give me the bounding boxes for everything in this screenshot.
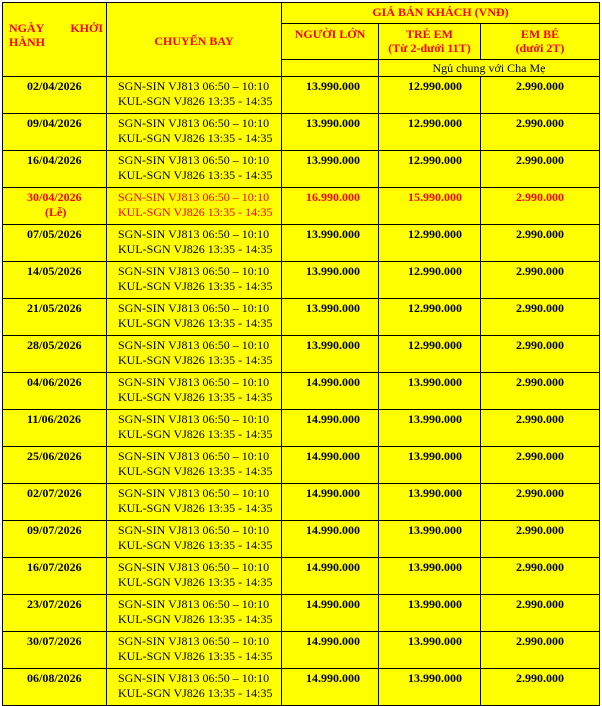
child-price: 13.990.000 (379, 484, 481, 521)
departure-date: 14/05/2026 (27, 264, 82, 278)
outbound-flight: SGN-SIN VJ813 06:50 – 10:10 (118, 338, 270, 352)
departure-date-header: NGÀY KHỞI HÀNH (3, 3, 107, 77)
adult-price: 13.990.000 (282, 151, 379, 188)
table-row (3, 188, 600, 225)
flight-cell (107, 262, 282, 299)
baby-price: 2.990.000 (481, 447, 600, 484)
departure-date-cell (3, 373, 107, 410)
flight-cell (107, 299, 282, 336)
child-price: 12.990.000 (379, 336, 481, 373)
flight-cell (107, 447, 282, 484)
baby-price: 2.990.000 (481, 558, 600, 595)
baby-price: 2.990.000 (481, 262, 600, 299)
child-price: 12.990.000 (379, 77, 481, 114)
adult-price: 13.990.000 (282, 114, 379, 151)
return-flight: KUL-SGN VJ826 13:35 - 14:35 (118, 353, 273, 367)
outbound-flight: SGN-SIN VJ813 06:50 – 10:10 (118, 597, 270, 611)
return-flight: KUL-SGN VJ826 13:35 - 14:35 (118, 501, 273, 515)
baby-header-title: EM BÉ (520, 27, 560, 41)
adult-price: 14.990.000 (282, 558, 379, 595)
departure-date: 16/07/2026 (27, 560, 82, 574)
flight-header: CHUYẾN BAY (107, 3, 282, 77)
adult-price: 13.990.000 (282, 299, 379, 336)
baby-price: 2.990.000 (481, 336, 600, 373)
flight-cell (107, 484, 282, 521)
baby-price: 2.990.000 (481, 595, 600, 632)
departure-date-cell (3, 484, 107, 521)
baby-price: 2.990.000 (481, 632, 600, 669)
outbound-flight: SGN-SIN VJ813 06:50 – 10:10 (118, 79, 270, 93)
table-row (3, 632, 600, 669)
departure-date: 11/06/2026 (27, 412, 82, 426)
flight-cell (107, 669, 282, 706)
outbound-flight: SGN-SIN VJ813 06:50 – 10:10 (118, 227, 270, 241)
flight-cell (107, 595, 282, 632)
return-flight: KUL-SGN VJ826 13:35 - 14:35 (118, 612, 273, 626)
return-flight: KUL-SGN VJ826 13:35 - 14:35 (118, 94, 273, 108)
return-flight: KUL-SGN VJ826 13:35 - 14:35 (118, 427, 273, 441)
departure-date-cell (3, 558, 107, 595)
outbound-flight: SGN-SIN VJ813 06:50 – 10:10 (118, 560, 270, 574)
return-flight: KUL-SGN VJ826 13:35 - 14:35 (118, 390, 273, 404)
table-row (3, 558, 600, 595)
outbound-flight: SGN-SIN VJ813 06:50 – 10:10 (118, 301, 270, 315)
price-table-container (2, 2, 600, 706)
baby-price: 2.990.000 (481, 225, 600, 262)
departure-date: 02/04/2026 (27, 79, 82, 93)
baby-price: 2.990.000 (481, 669, 600, 706)
baby-price: 2.990.000 (481, 114, 600, 151)
outbound-flight: SGN-SIN VJ813 06:50 – 10:10 (118, 412, 270, 426)
baby-header-age: (dưới 2T) (515, 41, 565, 55)
return-flight: KUL-SGN VJ826 13:35 - 14:35 (118, 131, 273, 145)
adult-price: 13.990.000 (282, 77, 379, 114)
table-body (3, 77, 600, 706)
adult-price: 14.990.000 (282, 484, 379, 521)
tour-price-table (2, 2, 600, 706)
table-row (3, 225, 600, 262)
holiday-note: (Lễ) (45, 205, 67, 219)
flight-cell (107, 336, 282, 373)
table-row (3, 447, 600, 484)
flight-cell (107, 521, 282, 558)
flight-cell (107, 410, 282, 447)
baby-price: 2.990.000 (481, 521, 600, 558)
adult-price: 13.990.000 (282, 225, 379, 262)
departure-date: 06/08/2026 (27, 671, 82, 685)
table-row (3, 669, 600, 706)
outbound-flight: SGN-SIN VJ813 06:50 – 10:10 (118, 523, 270, 537)
departure-date-cell (3, 151, 107, 188)
outbound-flight: SGN-SIN VJ813 06:50 – 10:10 (118, 634, 270, 648)
departure-date-cell (3, 447, 107, 484)
baby-price: 2.990.000 (481, 77, 600, 114)
baby-price: 2.990.000 (481, 299, 600, 336)
table-row (3, 77, 600, 114)
return-flight: KUL-SGN VJ826 13:35 - 14:35 (118, 316, 273, 330)
child-price: 15.990.000 (379, 188, 481, 225)
adult-price: 14.990.000 (282, 669, 379, 706)
return-flight: KUL-SGN VJ826 13:35 - 14:35 (118, 538, 273, 552)
child-price: 13.990.000 (379, 595, 481, 632)
departure-date-cell (3, 262, 107, 299)
child-header-age: (Từ 2-dưới 11T) (388, 41, 471, 55)
flight-cell (107, 632, 282, 669)
child-price: 12.990.000 (379, 114, 481, 151)
outbound-flight: SGN-SIN VJ813 06:50 – 10:10 (118, 375, 270, 389)
table-row (3, 262, 600, 299)
baby-price: 2.990.000 (481, 373, 600, 410)
outbound-flight: SGN-SIN VJ813 06:50 – 10:10 (118, 190, 270, 204)
return-flight: KUL-SGN VJ826 13:35 - 14:35 (118, 168, 273, 182)
child-price: 13.990.000 (379, 521, 481, 558)
departure-date-cell (3, 595, 107, 632)
departure-date: 28/05/2026 (27, 338, 82, 352)
adult-price: 14.990.000 (282, 595, 379, 632)
flight-cell (107, 114, 282, 151)
shared-room-note: Ngủ chung với Cha Mẹ (379, 60, 600, 77)
departure-date-cell (3, 114, 107, 151)
table-row (3, 151, 600, 188)
child-price: 12.990.000 (379, 262, 481, 299)
outbound-flight: SGN-SIN VJ813 06:50 – 10:10 (118, 264, 270, 278)
return-flight: KUL-SGN VJ826 13:35 - 14:35 (118, 464, 273, 478)
table-row (3, 521, 600, 558)
child-price: 13.990.000 (379, 410, 481, 447)
child-price: 13.990.000 (379, 447, 481, 484)
table-row (3, 299, 600, 336)
table-row (3, 114, 600, 151)
departure-date: 25/06/2026 (27, 449, 82, 463)
adult-price: 14.990.000 (282, 632, 379, 669)
child-price: 12.990.000 (379, 151, 481, 188)
departure-date: 09/07/2026 (27, 523, 82, 537)
departure-date: 04/06/2026 (27, 375, 82, 389)
table-row (3, 595, 600, 632)
flight-cell (107, 225, 282, 262)
adult-price: 16.990.000 (282, 188, 379, 225)
child-header-title: TRẺ EM (405, 27, 453, 41)
departure-date: 21/05/2026 (27, 301, 82, 315)
departure-date: 23/07/2026 (27, 597, 82, 611)
adult-price: 14.990.000 (282, 410, 379, 447)
return-flight: KUL-SGN VJ826 13:35 - 14:35 (118, 205, 273, 219)
departure-date: 09/04/2026 (27, 116, 82, 130)
table-row (3, 373, 600, 410)
departure-date: 02/07/2026 (27, 486, 82, 500)
table-row (3, 410, 600, 447)
outbound-flight: SGN-SIN VJ813 06:50 – 10:10 (118, 486, 270, 500)
price-group-header: GIÁ BÁN KHÁCH (VNĐ) (282, 3, 600, 24)
return-flight: KUL-SGN VJ826 13:35 - 14:35 (118, 575, 273, 589)
return-flight: KUL-SGN VJ826 13:35 - 14:35 (118, 242, 273, 256)
table-row (3, 484, 600, 521)
flight-cell (107, 373, 282, 410)
child-price: 13.990.000 (379, 669, 481, 706)
flight-cell (107, 151, 282, 188)
baby-price: 2.990.000 (481, 410, 600, 447)
table-row (3, 336, 600, 373)
baby-price: 2.990.000 (481, 188, 600, 225)
departure-date-cell (3, 632, 107, 669)
departure-date-cell (3, 77, 107, 114)
flight-cell (107, 77, 282, 114)
outbound-flight: SGN-SIN VJ813 06:50 – 10:10 (118, 671, 270, 685)
child-price: 12.990.000 (379, 299, 481, 336)
departure-date-cell (3, 410, 107, 447)
child-price: 13.990.000 (379, 373, 481, 410)
outbound-flight: SGN-SIN VJ813 06:50 – 10:10 (118, 153, 270, 167)
return-flight: KUL-SGN VJ826 13:35 - 14:35 (118, 686, 273, 700)
adult-price: 13.990.000 (282, 336, 379, 373)
departure-date: 07/05/2026 (27, 227, 82, 241)
baby-price: 2.990.000 (481, 484, 600, 521)
adult-price: 14.990.000 (282, 447, 379, 484)
child-price: 13.990.000 (379, 558, 481, 595)
departure-date-cell (3, 188, 107, 225)
departure-date-cell (3, 225, 107, 262)
baby-price: 2.990.000 (481, 151, 600, 188)
child-price: 13.990.000 (379, 632, 481, 669)
table-header (3, 3, 600, 77)
adult-price: 13.990.000 (282, 262, 379, 299)
departure-date: 16/04/2026 (27, 153, 82, 167)
child-header (379, 24, 481, 60)
departure-date: 30/04/2026 (27, 190, 82, 204)
return-flight: KUL-SGN VJ826 13:35 - 14:35 (118, 279, 273, 293)
departure-date-cell (3, 669, 107, 706)
outbound-flight: SGN-SIN VJ813 06:50 – 10:10 (118, 116, 270, 130)
flight-cell (107, 188, 282, 225)
outbound-flight: SGN-SIN VJ813 06:50 – 10:10 (118, 449, 270, 463)
departure-date-cell (3, 336, 107, 373)
baby-header (481, 24, 600, 60)
return-flight: KUL-SGN VJ826 13:35 - 14:35 (118, 649, 273, 663)
departure-date: 30/07/2026 (27, 634, 82, 648)
flight-cell (107, 558, 282, 595)
departure-date-cell (3, 299, 107, 336)
adult-price: 14.990.000 (282, 373, 379, 410)
departure-date-cell (3, 521, 107, 558)
child-price: 12.990.000 (379, 225, 481, 262)
adult-price: 14.990.000 (282, 521, 379, 558)
adult-header: NGƯỜI LỚN (282, 24, 379, 60)
